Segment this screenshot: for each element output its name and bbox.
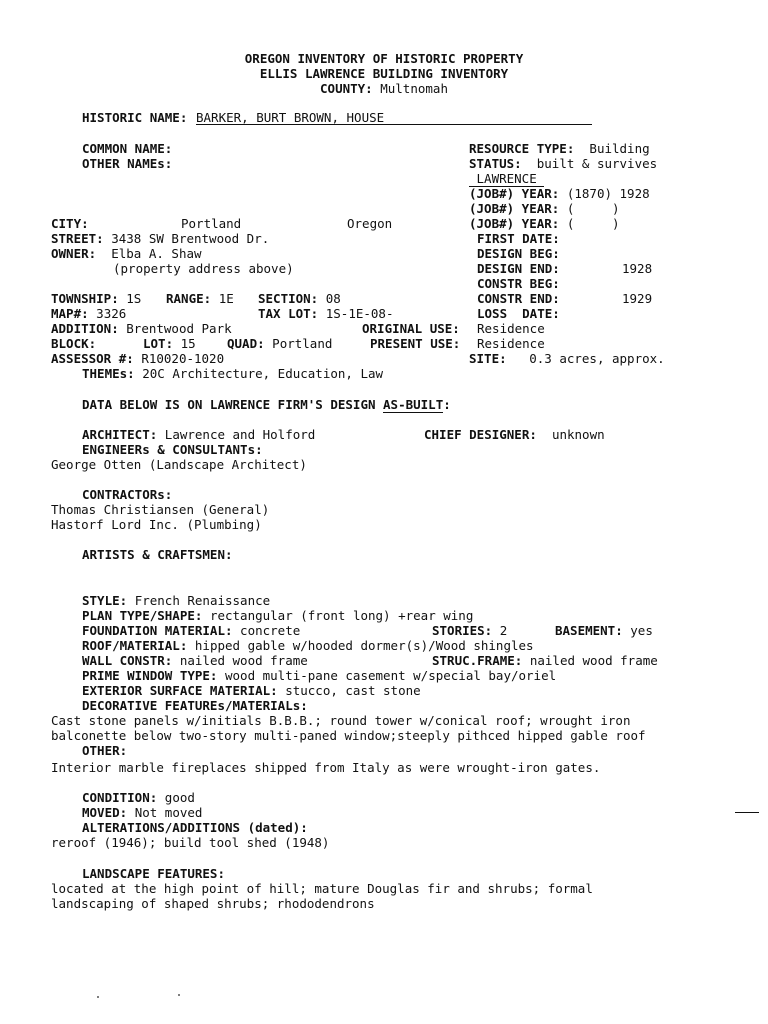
style-group	[82, 593, 270, 608]
chief-designer-label: CHIEF DESIGNER:	[424, 427, 537, 442]
section-label: SECTION:	[258, 291, 319, 306]
scan-speck	[97, 996, 99, 998]
foundation-label: FOUNDATION MATERIAL:	[82, 623, 233, 638]
landscape-line: landscaping of shaped shrubs; rhododendrons	[51, 896, 375, 911]
contractors-label: CONTRACTORs:	[82, 487, 173, 502]
scan-speck	[178, 994, 180, 996]
contractor-item: Thomas Christiansen (General)	[51, 502, 270, 517]
constr-beg-label: CONSTR BEG:	[477, 276, 560, 291]
design-beg-label: DESIGN BEG:	[477, 246, 560, 261]
resource-type-label: RESOURCE TYPE:	[469, 141, 575, 156]
landscape-label: LANDSCAPE FEATURES:	[82, 866, 225, 881]
wall-group	[82, 653, 308, 668]
common-name-label: COMMON NAME:	[82, 141, 173, 156]
basement-group	[555, 623, 653, 638]
form-subtitle: ELLIS LAWRENCE BUILDING INVENTORY	[259, 66, 509, 81]
wall-value: nailed wood frame	[179, 653, 308, 668]
themes-group	[82, 366, 383, 381]
street-line	[51, 231, 269, 246]
foundation-group	[82, 623, 300, 638]
moved-group	[82, 805, 202, 820]
resource-type-group	[469, 141, 650, 156]
quad-group	[227, 336, 332, 351]
section-value: 08	[325, 291, 341, 306]
moved-label: MOVED:	[82, 805, 128, 820]
condition-label: CONDITION:	[82, 790, 158, 805]
lot-label: LOT:	[143, 336, 174, 351]
basement-label: BASEMENT:	[555, 623, 623, 638]
window-group	[82, 668, 556, 683]
taxlot-group	[258, 306, 393, 321]
alterations-label: ALTERATIONS/ADDITIONS (dated):	[82, 820, 308, 835]
city-label: CITY:	[51, 216, 89, 231]
assessor-label: ASSESSOR #:	[51, 351, 134, 366]
addition-label: ADDITION:	[51, 321, 119, 336]
site-group	[469, 351, 665, 366]
city-value: Portland	[181, 216, 242, 231]
street-label: STREET:	[51, 231, 104, 246]
moved-value: Not moved	[134, 805, 203, 820]
status-group	[469, 156, 657, 171]
plan-value: rectangular (front long) +rear wing	[209, 608, 474, 623]
firm-name: LAWRENCE	[469, 171, 544, 187]
roof-label: ROOF/MATERIAL:	[82, 638, 188, 653]
firm-line	[469, 171, 544, 186]
state-value: Oregon	[347, 216, 393, 231]
county-line	[0, 81, 768, 96]
range-label: RANGE:	[166, 291, 212, 306]
owner-value: Elba A. Shaw	[111, 246, 202, 261]
landscape-line: located at the high point of hill; mature Douglas fir and shrubs; formal	[51, 881, 593, 896]
struc-frame-label: STRUC.FRAME:	[432, 653, 523, 668]
themes-value: 20C Architecture, Education, Law	[142, 366, 384, 381]
window-value: wood multi-pane casement w/special bay/oriel	[225, 668, 557, 683]
historic-name-value: BARKER, BURT BROWN, HOUSE	[196, 110, 385, 125]
struc-frame-group	[432, 653, 658, 668]
decorative-line: balconette below two-story multi-paned window;steeply pithced hipped gable roof	[51, 728, 646, 743]
margin-mark	[735, 812, 759, 813]
decorative-line: Cast stone panels w/initials B.B.B.; round tower w/conical roof; wrought iron	[51, 713, 631, 728]
range-group	[166, 291, 234, 306]
township-label: TOWNSHIP:	[51, 291, 119, 306]
job-row-2: (JOB#) YEAR: ( )	[469, 201, 620, 216]
historic-name-underline	[196, 124, 592, 125]
exterior-group	[82, 683, 421, 698]
present-use-label: PRESENT USE:	[370, 336, 461, 351]
quad-value: Portland	[272, 336, 333, 351]
plan-group	[82, 608, 473, 623]
roof-value: hipped gable w/hooded dormer(s)/Wood shingles	[194, 638, 534, 653]
architect-label: ARCHITECT:	[82, 427, 158, 442]
township-value: 1S	[126, 291, 142, 306]
engineers-value: George Otten (Landscape Architect)	[51, 457, 307, 472]
lot-group	[143, 336, 196, 351]
addition-value: Brentwood Park	[126, 321, 232, 336]
resource-type-value: Building	[589, 141, 650, 156]
constr-end-value: 1929	[622, 291, 653, 306]
roof-group	[82, 638, 534, 653]
alterations-value: reroof (1946); build tool shed (1948)	[51, 835, 330, 850]
owner-label: OWNER:	[51, 246, 97, 261]
site-value: 0.3 acres, approx.	[529, 351, 665, 366]
map-value: 3326	[96, 306, 127, 321]
status-label: STATUS:	[469, 156, 522, 171]
design-end-value: 1928	[622, 261, 653, 276]
style-label: STYLE:	[82, 593, 128, 608]
other-label: OTHER:	[82, 743, 128, 758]
first-date-label: FIRST DATE:	[477, 231, 560, 246]
quad-label: QUAD:	[227, 336, 265, 351]
range-value: 1E	[218, 291, 234, 306]
constr-end-label: CONSTR END:	[477, 291, 560, 306]
original-use-label: ORIGINAL USE:	[362, 321, 460, 336]
historic-name-label: HISTORIC NAME:	[82, 110, 188, 125]
exterior-value: stucco, cast stone	[285, 683, 421, 698]
window-label: PRIME WINDOW TYPE:	[82, 668, 218, 683]
taxlot-label: TAX LOT:	[258, 306, 319, 321]
condition-value: good	[164, 790, 195, 805]
original-use-value: Residence	[477, 321, 545, 336]
county-value: Multnomah	[380, 81, 448, 96]
as-built-text: AS-BUILT	[383, 397, 444, 412]
struc-frame-value: nailed wood frame	[529, 653, 658, 668]
basement-value: yes	[630, 623, 653, 638]
exterior-label: EXTERIOR SURFACE MATERIAL:	[82, 683, 278, 698]
foundation-value: concrete	[240, 623, 301, 638]
status-value: built & survives	[536, 156, 658, 171]
themes-label: THEMEs:	[82, 366, 135, 381]
chief-designer-group	[424, 427, 605, 442]
condition-group	[82, 790, 195, 805]
stories-label: STORIES:	[432, 623, 493, 638]
other-value: Interior marble fireplaces shipped from Italy as were wrought-iron gates.	[51, 760, 601, 775]
wall-label: WALL CONSTR:	[82, 653, 173, 668]
lot-value: 15	[180, 336, 196, 351]
assessor-group	[51, 351, 224, 366]
design-heading: DATA BELOW IS ON LAWRENCE FIRM'S DESIGN AS-BUILT:	[82, 397, 451, 412]
present-use-value: Residence	[477, 336, 545, 351]
other-names-label: OTHER NAMEs:	[82, 156, 173, 171]
loss-date-label: LOSS DATE:	[477, 306, 560, 321]
chief-designer-value: unknown	[551, 427, 605, 442]
taxlot-value: 1S-1E-08-	[325, 306, 394, 321]
map-label: MAP#:	[51, 306, 89, 321]
plan-label: PLAN TYPE/SHAPE:	[82, 608, 203, 623]
street-value: 3438 SW Brentwood Dr.	[111, 231, 270, 246]
assessor-value: R10020-1020	[141, 351, 225, 366]
architect-value: Lawrence and Holford	[164, 427, 316, 442]
township-group	[51, 291, 141, 306]
job-row-1: (JOB#) YEAR: (1870) 1928	[469, 186, 650, 201]
addition-group	[51, 321, 232, 336]
contractor-item: Hastorf Lord Inc. (Plumbing)	[51, 517, 262, 532]
section-group	[258, 291, 341, 306]
county-label: COUNTY:	[320, 81, 373, 96]
decorative-label: DECORATIVE FEATUREs/MATERIALs:	[82, 698, 308, 713]
job-row-3: (JOB#) YEAR: ( )	[469, 216, 620, 231]
architect-group	[82, 427, 315, 442]
stories-group	[432, 623, 507, 638]
engineers-label: ENGINEERs & CONSULTANTs:	[82, 442, 263, 457]
style-value: French Renaissance	[134, 593, 271, 608]
block-label: BLOCK:	[51, 336, 97, 351]
owner-note: (property address above)	[113, 261, 294, 276]
owner-line	[51, 246, 202, 261]
map-group	[51, 306, 126, 321]
site-label: SITE:	[469, 351, 507, 366]
stories-value: 2	[499, 623, 508, 638]
design-end-label: DESIGN END:	[477, 261, 560, 276]
artists-label: ARTISTS & CRAFTSMEN:	[82, 547, 233, 562]
form-title: OREGON INVENTORY OF HISTORIC PROPERTY	[244, 51, 524, 66]
